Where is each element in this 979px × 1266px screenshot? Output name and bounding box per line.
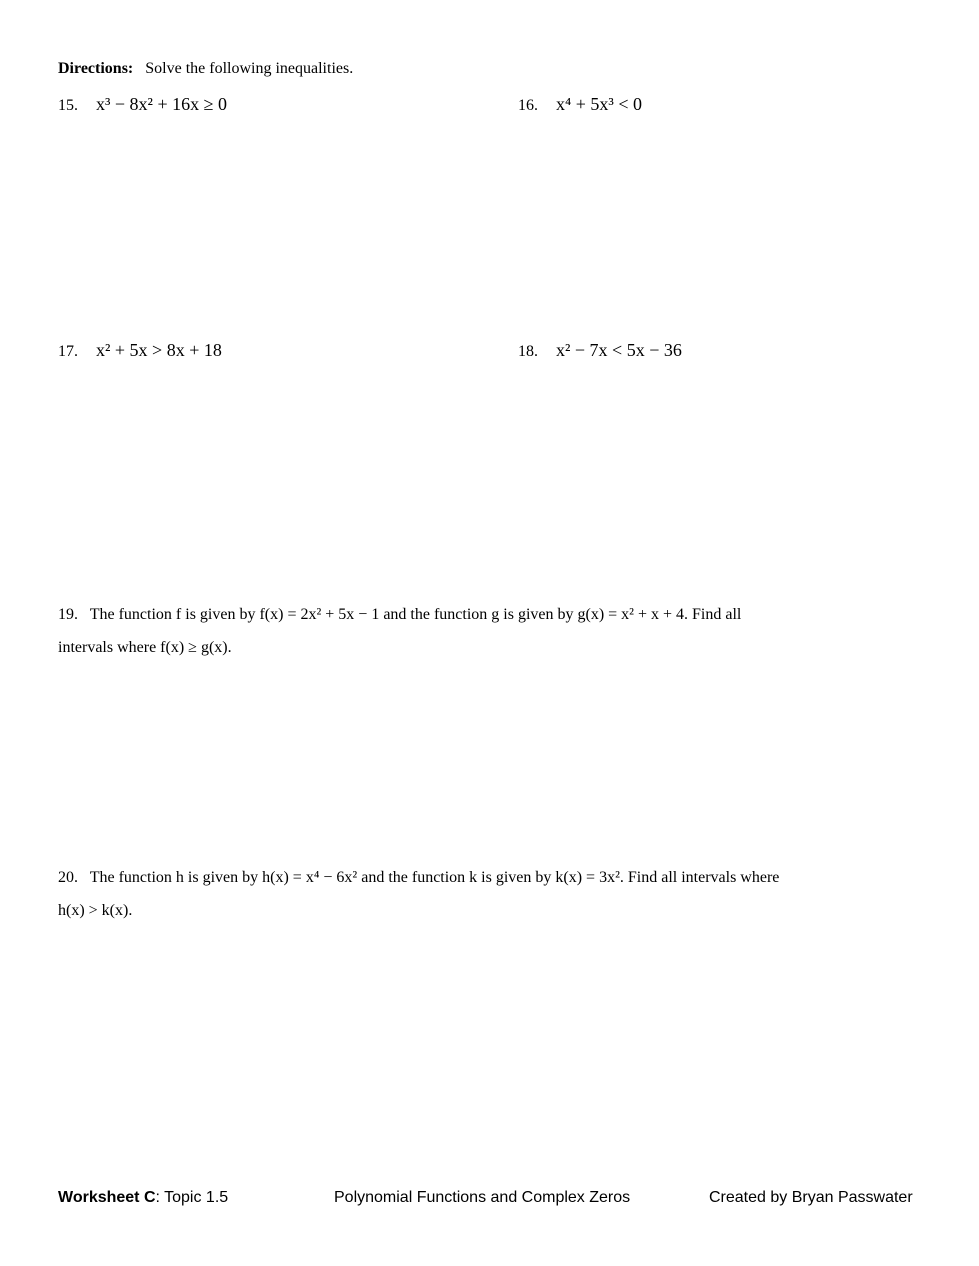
problem-text: The function h is given by h(x) = x⁴ − 6x² and the function k is given by k(x) = 3x². Find all intervals where bbox=[89, 869, 780, 886]
problem-expression: x³ − 8x² + 16x ≥ 0 bbox=[96, 94, 227, 114]
problem-text: The function f is given by f(x) = 2x² + 5x − 1 and the function g is given by g(x) = x² + x + 4. Find all bbox=[89, 606, 742, 623]
problem-15 bbox=[58, 94, 227, 115]
problem-expression: x² − 7x < 5x − 36 bbox=[556, 340, 682, 360]
problem-number: 17. bbox=[58, 343, 78, 360]
problem-number: 18. bbox=[518, 343, 538, 360]
footer-title: Polynomial Functions and Complex Zeros bbox=[334, 1189, 631, 1206]
problem-number: 19. bbox=[58, 606, 78, 623]
problem-expression: x² + 5x > 8x + 18 bbox=[96, 340, 222, 360]
problem-expression: x⁴ + 5x³ < 0 bbox=[556, 94, 642, 114]
problem-number: 20. bbox=[58, 869, 78, 886]
directions-label: Directions: bbox=[58, 60, 134, 77]
problem-text: intervals where f(x) ≥ g(x). bbox=[58, 639, 232, 656]
problem-17 bbox=[58, 340, 222, 361]
problem-19-line-2 bbox=[58, 639, 232, 657]
problem-19-line-1 bbox=[58, 606, 741, 624]
problem-20-line-2 bbox=[58, 902, 132, 920]
problem-text: h(x) > k(x). bbox=[58, 902, 133, 919]
footer-author: Created by Bryan Passwater bbox=[709, 1189, 913, 1206]
problem-16 bbox=[518, 94, 642, 115]
directions-text: Solve the following inequalities. bbox=[145, 60, 354, 77]
footer-worksheet-bold: Worksheet C bbox=[58, 1189, 156, 1206]
problem-18 bbox=[518, 340, 682, 361]
footer-worksheet-label bbox=[58, 1189, 228, 1207]
directions bbox=[58, 60, 353, 78]
problem-20-line-1 bbox=[58, 869, 779, 887]
problem-number: 15. bbox=[58, 97, 78, 114]
problem-number: 16. bbox=[518, 97, 538, 114]
footer-topic: : Topic 1.5 bbox=[155, 1189, 229, 1206]
